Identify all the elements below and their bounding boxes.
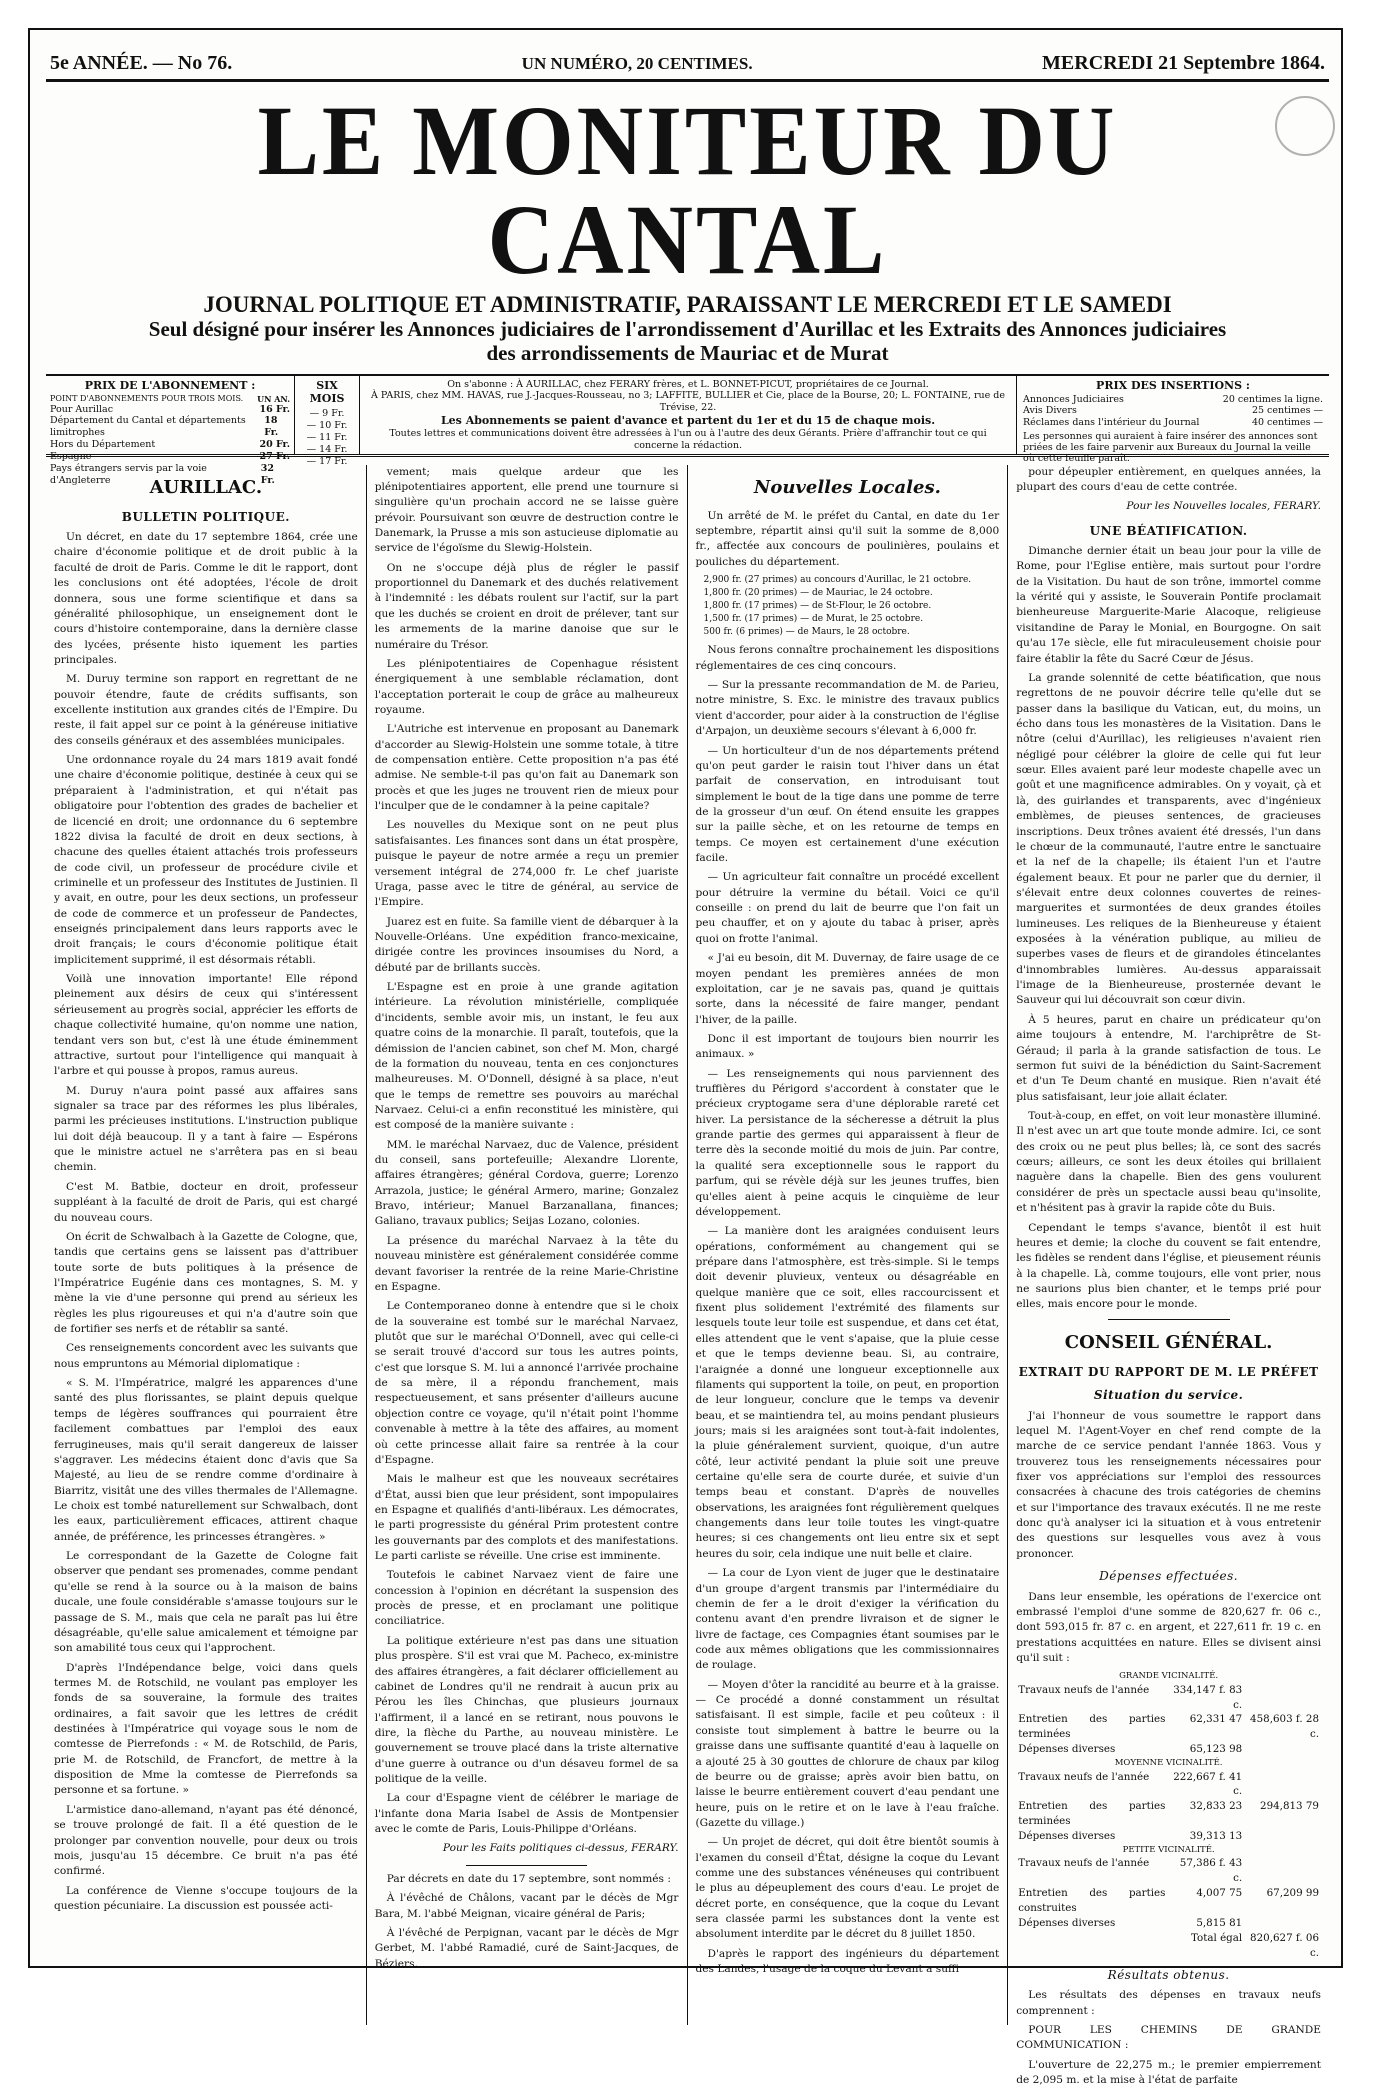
article-columns [46,462,1329,2087]
expense-value: 39,313 13 [1189,1830,1243,1843]
insertion-row [1023,417,1323,429]
subscription-year-price: 27 Fr. [259,451,290,463]
expense-value: 334,147 f. 83 c. [1173,1683,1243,1711]
expense-subtotal [1244,1742,1321,1757]
article-paragraph: — Un horticulteur d'un de nos départements prétend qu'on peut garder le raisin tout l'hiver dans un état parfait de conservation, en introduisant tout simplement le bout de la tige dans une pomme de terre de la grosseur d'un œuf. On étend ensuite les grappes sur la paille sèche, et on les retourne de temps en temps. Ce moyen est certainement d'une exécution facile. [695,744,1000,865]
correspondence-note: Toutes lettres et communications doivent être adressées à l'un ou à l'autre des deux Gérants. Prière d'affranchir tout ce qui concerne la rédaction. [389,427,987,451]
concours-line: 1,800 fr. (17 primes) — de St-Flour, le 26 octobre. [703,601,932,612]
expenses-row [1016,1829,1321,1844]
section-subheading-bulletin: BULLETIN POLITIQUE. [121,509,290,524]
address-aurillac: On s'abonne : À AURILLAC, chez FERARY frères, et L. BONNET-PICUT, propriétaires de ce Journal. [447,378,929,390]
article-paragraph: — La cour de Lyon vient de juger que le destinataire d'un groupe d'argent transmis par l'intermédiaire du chemin de fer a le droit d'exiger la vérification du contenu avant d'en prendre livraison et de signer le livre de factage, ces Compagnies étant soumises par le code aux mêmes obligations que les commissionnaires de roulage. [695,1567,1000,1672]
concours-line: 500 fr. (6 primes) — de Maurs, le 28 octobre. [703,627,910,638]
expense-subtotal: 458,603 f. 28 c. [1250,1713,1319,1741]
insertion-price: 20 centimes la ligne. [1222,393,1323,405]
article-paragraph: M. Duruy n'aura point passé aux affaires sans signaler sa trace par des réformes les plus libérales, parmi les précieuses institutions. L'instruction publique lui doit déjà beaucoup. Il y a tant à faire — Espérons que le ministre actuel ne s'arrêtera pas en si beau chemin. [54,1084,358,1174]
article-paragraph: Donc il est important de toujours bien nourrir les animaux. » [695,1032,1000,1061]
concours-line: 1,500 fr. (17 primes) — de Murat, le 25 octobre. [703,614,924,625]
insertion-row [1023,394,1323,406]
article-paragraph: L'Espagne est en proie à une grande agitation intérieure. La révolution ministérielle, compliquée d'incidents, semble avoir mis, un instant, le feu aux quatre coins de la monarchie. Il paraît, toutefois, que la démission de l'ancien cabinet, son chef M. Mon, chargé de la formation du nouveau, tenta en ces conjonctures malheureuses. M. O'Donnell, désigné à sa place, n'eut que le temps de remettre ses pouvoirs au maréchal Narvaez. Celui-ci a enfin reconstitué les ministère, qui est composé de la manière suivante : [374,981,679,1132]
article-paragraph: À l'évêché de Perpignan, vacant par le décès de Mgr Gerbet, M. l'abbé Ramadié, curé de Saint-Jacques, de Béziers. [374,1926,679,1970]
article-paragraph: Les nouvelles du Mexique sont on ne peut plus satisfaisantes. Les finances sont dans un état prospère, puisque le payeur de notre armée a reçu un premier versement intégral de 274,000 fr. Le chef juariste Uraga, passe avec le titre de général, au service de l'Empire. [374,819,679,909]
article-paragraph: Les résultats des dépenses en travaux neufs comprennent : [1016,1989,1321,2017]
article-paragraph: vement; mais quelque ardeur que les plénipotentiaires apportent, elle prend une tournure si singulière qu'un prochain accord ne se laisse guère prévoir. Poursuivant son œuvre de destruction contre le Danemark, la Prusse a mis son astucieuse diplomatie au service de l'égoïsme du Slewig-Holstein. [374,465,679,555]
article-paragraph: Cependant le temps s'avance, bientôt il est huit heures et demie; la cloche du couvent se fait entendre, les fidèles se rendent dans l'église, et pieusement réunis à la chapelle. Là, comme toujours, elle vont prier, nous ne saurions plus bien chanter, et le temps prié pour elles, mais encore pour le monde. [1016,1221,1321,1311]
subscription-region: Hors du Département [50,439,156,451]
article-paragraph: Une ordonnance royale du 24 mars 1819 avait fondé une chaire d'économie politique, destinée à ceux qui se préparaient à l'administration, et qui n'était pas obligatoire pour l'obtention des grades de bachelier et de licencié en droit; une ordonnance du 6 septembre 1822 divisa la faculté de droit en deux sections, à chacune des quelles étaient attachés trois professeurs de code civil, un professeur de procédure civile et criminelle et un professeur des Institutes de Justinien. Il y avait, en outre, pour les deux sections, un professeur de code de commerce et un professeur de Pandectes, enseignés principalement dans leurs rapports avec le droit français; le cours d'économie politique était implicitement supprimé, il est désormais rétabli. [54,754,358,966]
six-month-title: SIX MOIS [309,378,345,406]
column-2 [367,465,688,2025]
expenses-row [1016,1770,1321,1800]
masthead-title: LE MONITEUR DU CANTAL [257,85,1118,295]
subscription-six-price: — 14 Fr. [306,443,348,455]
insertion-type: Annonces Judiciaires [1023,393,1124,405]
subscription-year-price: 18 Fr. [264,415,279,439]
expense-subtotal: 294,813 79 [1260,1800,1319,1813]
article-paragraph: L'Autriche est intervenue en proposant au Danemark d'accorder au Slewig-Holstein une somme totale, à titre de compensation entière. Cette proposition n'a pas été admise. Ne semble-t-il pas qu'on fait au Danemark son procès et que les juges ne trouvent rien de mieux pour l'inculper que de le condamner à la peine capitale? [374,723,679,813]
article-paragraph: — Moyen d'ôter la rancidité au beurre et à la graisse. — Ce procédé a donné constamment un résultat satisfaisant. Il est simple, facile et peu coûteux : il consiste tout simplement à battre le beurre ou la graisse dans une suffisante quantité d'eau à laquelle on a ajouté 25 à 30 gouttes de chlorure de chaux par kilog de beurre ou de graisse; après avoir bien battu, on laisse le beurre entièrement couvert d'eau pendant une heure, puis on le retire et on le lave à l'eau fraîche. (Gazette du village.) [695,1678,1000,1829]
article-paragraph: Voilà une innovation importante! Elle répond pleinement aux désirs de ceux qui s'intéressent sérieusement au progrès social, apprécier les efforts de chaque collectivité humaine, qu'on nomme une nation, tendant vers son but, c'est là une étude éminemment attractive, surtout pour l'intelligence qui manquait à l'arbre et qui pousse à propos, ramus aureus. [54,973,358,1078]
insertion-row [1023,405,1323,417]
masthead-designation: Seul désigné pour insérer les Annonces judiciaires de l'arrondissement d'Aurillac et les Extraits des Annonces judiciaires [148,317,1227,342]
expenses-row [1016,1916,1321,1931]
expense-subtotal [1244,1683,1321,1713]
expense-label: Travaux neufs de l'année [1018,1683,1150,1696]
concours-line: 2,900 fr. (27 primes) au concours d'Aurillac, le 21 octobre. [703,575,972,586]
article-paragraph: Par décrets en date du 17 septembre, sont nommés : [386,1872,671,1885]
subscription-row [50,439,290,451]
section-heading-aurillac: AURILLAC. [149,476,263,498]
payment-terms: Les Abonnements se paient d'avance et partent du 1er et du 15 de chaque mois. [440,414,936,428]
column-1 [46,462,367,2025]
expense-label: Dépenses diverses [1018,1743,1116,1756]
article-paragraph: Toutefois le cabinet Narvaez vient de faire une concession à l'opinion en décrétant la suspension des procès de presse, et en proclamant une politique conciliatrice. [374,1569,679,1628]
expense-subtotal: 67,209 99 [1266,1887,1319,1900]
expense-subtotal [1244,1856,1321,1886]
expenses-row [1016,1886,1321,1916]
article-paragraph: Ces renseignements concordent avec les suivants que nous empruntons au Mémorial diplomatique : [54,1342,358,1370]
expenses-section-title: PETITE VICINALITÉ. [1122,1845,1215,1856]
article-paragraph: POUR LES CHEMINS DE GRANDE COMMUNICATION : [1016,2024,1321,2052]
expenses-section-title: GRANDE VICINALITÉ. [1119,1671,1219,1682]
heading-depenses: Dépenses effectuées. [1099,1569,1239,1584]
expense-value: 62,331 47 [1189,1713,1243,1726]
subscription-six-price: — 17 Fr. [306,455,348,467]
expense-subtotal [1244,1829,1321,1844]
concours-line: 1,800 fr. (20 primes) — de Mauriac, le 24 octobre. [703,588,933,599]
heading-rapport-prefet: EXTRAIT DU RAPPORT DE M. LE PRÉFET [1018,1364,1319,1379]
column-3 [688,465,1009,2025]
subscription-prices [46,376,295,486]
expense-value: 5,815 81 [1196,1917,1243,1930]
subscription-region: Département du Cantal et départements limitrophes [50,415,246,439]
column-4-signature: Pour les Nouvelles locales, FERARY. [1126,500,1321,513]
article-paragraph: La conférence de Vienne s'occupe toujours de la question pécuniaire. La discussion est poussée acti- [54,1884,358,1912]
insertion-price: 40 centimes — [1251,417,1323,429]
expense-subtotal [1244,1916,1321,1931]
expense-label: Entretien des parties terminées [1018,1800,1166,1828]
article-paragraph: On ne s'occupe déjà plus de régler le passif proportionnel du Danemark et des duchés relativement à l'indemnité : les débats roulent sur l'actif, sur la part que les duchés se croient en droit de prélever, tant sur les armements de la marine danoise que sur le numéraire du Trésor. [374,561,679,651]
subscription-title: PRIX DE L'ABONNEMENT : [84,378,256,392]
expenses-row [1016,1683,1321,1713]
expense-label: Travaux neufs de l'année [1018,1857,1150,1870]
insertion-type: Réclames dans l'intérieur du Journal [1023,417,1200,429]
article-paragraph: Tout-à-coup, en effet, on voit leur monastère illuminé. Il n'est avec un art que toute monde admire. Ici, ce sont des croix ou ne peut plus belles; là, ce sont des sacrés cœurs; ailleurs, ce sont les deux étoiles qui brillaient naguère dans la chapelle. Bien des gens voulurent considérer de près un spectacle aussi beau qu'insolite, et n'hésitent pas à gravir la rapide côte du Buis. [1016,1109,1321,1215]
article-paragraph: Nous ferons connaître prochainement les dispositions réglementaires de ces cinq concours. [695,644,1000,672]
masthead-subtitle: JOURNAL POLITIQUE ET ADMINISTRATIF, PARAISSANT LE MERCREDI ET LE SAMEDI [203,292,1172,317]
article-paragraph: Dans leur ensemble, les opérations de l'exercice ont embrassé l'emploi d'une somme de 820,627 fr. 06 c., dont 593,015 fr. 87 c. en argent, et 227,611 fr. 19 c. en prestations acquittées en nature. Elles se divisent ainsi qu'il suit : [1016,1590,1321,1664]
issue-number: 5e ANNÉE. — No 76. [50,52,233,74]
issue-price: UN NUMÉRO, 20 CENTIMES. [521,54,753,73]
article-paragraph: Juarez est en fuite. Sa famille vient de débarquer à la Nouvelle-Orléans. Une expédition franco-mexicaine, dirigée contre les provinces insoumises du Nord, a débuté par de brillants succès. [374,915,679,974]
insertion-price: 25 centimes — [1251,405,1323,417]
column-2-signature: Pour les Faits politiques ci-dessus, FERARY. [442,1842,679,1855]
six-month-prices [295,376,360,467]
subscription-note: POINT D'ABONNEMENTS POUR TROIS MOIS. [50,393,244,403]
divider [466,1865,588,1866]
subscription-year-head: UN AN. [257,393,290,404]
expense-total: 820,627 f. 06 c. [1250,1932,1319,1959]
insertion-title: PRIX DES INSERTIONS : [1096,378,1250,392]
masthead-designation-2: des arrondissements de Mauriac et de Murat [486,341,889,366]
subscription-row [50,451,290,463]
article-paragraph: D'après le rapport des ingénieurs du département des Landes, l'usage de la coque du Levant a suffi [695,1947,1000,1976]
expenses-row [1016,1799,1321,1829]
article-paragraph: Le correspondant de la Gazette de Cologne fait observer que pendant ses promenades, comme pendant qu'elle se rend à la source ou à la maison de bains ducale, une foule considérable s'amasse toujours sur le passage de S. M., mais que cela ne paraît pas lui être désagréable, qu'elle salue amicalement et témoigne par son amabilité tous ceux qui l'approchent. [54,1550,358,1655]
section-heading-nouvelles: Nouvelles Locales. [753,476,941,498]
article-paragraph: Un arrêté de M. le préfet du Cantal, en date du 1er septembre, répartit ainsi qu'il suit la somme de 8,000 fr., affectée aux concours de poulinières, poulains et pouliches du département. [695,509,1000,568]
article-paragraph: La cour d'Espagne vient de célébrer le mariage de l'infante dona Maria Isabel de Assis de Montpensier avec le comte de Paris, Louis-Philippe d'Orléans. [374,1792,679,1836]
subscription-addresses [360,376,1017,454]
subscription-region: Pays étrangers servis par la voie d'Angleterre [50,462,207,486]
insertion-prices [1017,376,1329,465]
address-paris: À PARIS, chez MM. HAVAS, rue J.-Jacques-Rousseau, no 3; LAFFITE, BULLIER et Cie, place de la Bourse, 20; L. FONTAINE, rue de Trévise, 22. [371,390,1005,414]
insertion-type: Avis Divers [1023,405,1077,417]
article-paragraph: Dimanche dernier était un beau jour pour la ville de Rome, pour l'Eglise entière, mais surtout pour l'ordre de la Visitation. Du haut de son trône, immortel comme la vérité qui y assiste, le Souverain Pontife proclamait bienheureuse Marguerite-Marie Alacoque, religieuse visitandine de Paray le Monial, en Bourgogne. On sait qu'au 17e siècle, elle fut miraculeusement choisie pour faire établir la fête du Sacré Cœur de Jésus. [1016,545,1321,665]
expenses-table [1016,1670,1321,1961]
insertion-note: Les personnes qui auraient à faire insérer des annonces sont priées de les faire parvenir aux Bureaux du Journal la veille où cette feuille paraît. [1023,431,1318,465]
subscription-year-price: 16 Fr. [259,403,290,415]
expense-label: Entretien des parties construites [1018,1887,1166,1915]
expense-label: Entretien des parties terminées [1018,1713,1166,1741]
expense-value: 65,123 98 [1189,1743,1243,1756]
subscription-row [50,415,290,439]
heading-conseil-general: CONSEIL GÉNÉRAL. [1064,1331,1273,1353]
article-paragraph: C'est M. Batbie, docteur en droit, professeur suppléant à la faculté de droit de Paris, qui est chargé du nouveau cours. [54,1180,358,1224]
expense-subtotal [1244,1770,1321,1800]
expense-value: 57,386 f. 43 c. [1179,1857,1243,1885]
expense-value: 32,833 23 [1189,1800,1243,1813]
expenses-section-title: MOYENNE VICINALITÉ. [1114,1758,1223,1769]
heading-resultats: Résultats obtenus. [1107,1967,1230,1982]
heading-beatification: UNE BÉATIFICATION. [1089,523,1248,538]
article-paragraph: « S. M. l'Impératrice, malgré les apparences d'une santé des plus florissantes, se plaint depuis quelque temps de légères souffrances qui pourraient être facilement combattues par l'emploi des eaux ferrugineuses, mais qu'il serait dangereux de laisser s'aggraver. Les médecins étaient donc d'avis que Sa Majesté, au lieu de se rendre comme d'ordinaire à Biarritz, visitât une des villes thermales de l'Allemagne. Le choix est tombé naturellement sur Schwalbach, dont les eaux, particulièrement efficaces, attirent chaque année, de préférence, les princesses étrangères. » [54,1377,358,1543]
subscription-year-price: 20 Fr. [259,439,290,451]
divider [1108,1319,1230,1320]
expenses-row [1016,1856,1321,1886]
article-paragraph: — La manière dont les araignées conduisent leurs opérations, conformément au changement qui se prépare dans l'atmosphère, est très-simple. Si le temps doit devenir pluvieux, venteux ou désagréable en quelque manière que ce soit, elles raccourcissent et fixent plus solidement l'extrémité des filaments sur lesquels toute leur toile est suspendue, et dans cet état, elles attendent que le vent s'apaise, que la pluie cesse et que le temps devienne beau. Si, au contraire, l'araignée a donné une longueur exceptionnelle aux filaments qui supportent la toile, on peut, en proportion de leur longueur, conclure que le temps va devenir beau, et se maintiendra tel, au moins pendant plusieurs jours; mais si les araignées sont tout-à-fait indolentes, la pluie généralement survient, quoique, d'un autre côté, leur activité pendant la pluie soit une preuve certaine qu'elle sera de courte durée, et suivie d'un temps beau et constant. D'après de nouvelles observations, les araignées font régulièrement quelques changements dans leur toile toutes les vingt-quatre heures; si ces changements ont lieu entre six et sept heures du soir, cela indique une nuit belle et claire. [695,1225,1000,1560]
article-paragraph: On écrit de Schwalbach à la Gazette de Cologne, que, tandis que certains gens se laissent pas d'attribuer toute sorte de buts politiques à la présence de l'Impératrice Eugénie dans ces montagnes, S. M. y mène la vie d'une personne qui prend au sérieux les règles les plus rigoureuses et qui n'a d'autre soin que de fortifier ses nerfs et de rétablir sa santé. [54,1230,358,1336]
article-paragraph: Le Contemporaneo donne à entendre que si le choix de la souveraine est tombé sur le maréchal Narvaez, plutôt que sur le maréchal O'Donnell, avec qui celle-ci se serait trouvé d'accord sur tous les autres points, c'est que lorsque S. M. lui a annoncé l'arrivée prochaine de sa mère, il a répondu franchement, mais respectueusement, et sans présenter d'ailleurs aucune objection contre ce voyage, qu'il n'était point l'homme convenable à mettre à la tête des affaires, au moment où cette princesse allait faire sa rentrée à la cour d'Espagne. [374,1300,679,1466]
expenses-row [1016,1712,1321,1742]
article-paragraph: Les plénipotentiaires de Copenhague résistent énergiquement à une semblable réclamation, dont l'acceptation porterait le coup de grâce au malheureux royaume. [374,657,679,716]
article-paragraph: L'ouverture de 22,275 m.; le premier empierrement de 2,095 m. et la mise à l'état de parfaite [1016,2058,1321,2087]
expense-value: 222,667 f. 41 c. [1173,1770,1243,1798]
expense-label [1016,1931,1167,1961]
expenses-row [1016,1742,1321,1757]
subscription-six-price: — 10 Fr. [306,419,348,431]
subscription-region: Pour Aurillac [50,403,114,415]
expense-label: Dépenses diverses [1018,1830,1116,1843]
column-4 [1008,465,1329,2087]
article-paragraph: La politique extérieure n'est pas dans une situation plus prospère. S'il est vrai que M. Pacheco, ex-ministre des affaires étrangères, a fait déclarer officiellement au cabinet de Londres qu'il ne rendrait à aucun prix au Pérou les îles Chinchas, que plusieurs journaux l'affirment, il a lancé en se retirant, nous pouvons le dire, la flèche du Parthe, au nouveau ministère. Le gouvernement se trouve placé dans la triste alternative d'une guerre à outrance ou d'un désaveu formel de sa politique de la veille. [374,1634,679,1786]
expense-total-label: Total égal [1190,1932,1243,1945]
article-paragraph: pour dépeupler entièrement, en quelques années, la plupart des cours d'eau de cette contrée. [1016,465,1321,493]
subscription-year-price: 32 Fr. [260,462,275,486]
article-paragraph: L'armistice dano-allemand, n'ayant pas été dénoncé, se trouve prolongé de fait. Il a été question de le prolonger par convention nouvelle, pour deux ou trois mois, jusqu'au 15 décembre. Ce bruit n'a pas été confirmé. [54,1803,358,1878]
issue-date: MERCREDI 21 Septembre 1864. [1042,52,1325,74]
subscription-region: Espagne [50,451,92,463]
article-paragraph: J'ai l'honneur de vous soumettre le rapport dans lequel M. l'Agent-Voyer en chef rend compte de la marche de ce service pendant l'année 1863. Vous y trouverez tous les renseignements nécessaires pour fixer vos appréciations sur l'emploi des ressources consacrées à chacune des trois catégories de chemins et sur l'importance des travaux exécutés. Il ne me reste donc qu'à analyser ici la situation et à vous entretenir des questions sur lesquelles vous avez à vous prononcer. [1016,1409,1321,1560]
article-paragraph: Mais le malheur est que les nouveaux secrétaires d'État, aussi bien que leur président, sont impopulaires en Espagne et qualifiés d'anti-libéraux. Les démocrates, le parti progressiste du général Prim protestent contre les gouvernants par des complots et des manifestations. Le parti carliste se réveille. Une crise est imminente. [374,1473,679,1563]
article-paragraph: MM. le maréchal Narvaez, duc de Valence, président du conseil, sans portefeuille; Alexandre Llorente, affaires étrangères; général Cordova, guerre; Lorenzo Arrazola, justice; le général Armero, marine; Gonzalez Bravo, intérieur; Manuel Barzanallana, finances; Galiano, travaux publics; Seijas Lozano, colonies. [374,1138,679,1228]
subscription-six-price: — 11 Fr. [306,431,348,443]
heading-situation: Situation du service. [1093,1388,1244,1403]
subscription-six-price: — 9 Fr. [309,408,345,420]
subscription-row [50,404,290,416]
article-paragraph: — Un agriculteur fait connaître un procédé excellent pour détruire la vermine du bétail. Voici ce qu'il conseille : on prend du lait de beurre que l'on fait un peu chauffer, et on y ajoute du tabac à priser, après quoi on frotte l'animal. [695,871,1000,945]
article-paragraph: D'après l'Indépendance belge, voici dans quels termes M. de Rotschild, ne voulant pas employer les fonds de sa souveraine, la formule des traites ordinaires, a fait savoir que les lettres de crédit destinées à l'Impératrice qui voyage sous le nom de comtesse de Pierrefonds : « M. de Rotschild, de Paris, prie M. de Rotschild, de Francfort, de mettre à la disposition de Mme la comtesse de Pierrefonds sa personne et sa fortune. » [54,1661,358,1797]
article-paragraph: — Sur la pressante recommandation de M. de Parieu, notre ministre, S. Exc. le ministre des travaux publics vient d'accorder, pour aider à la construction de l'église d'Arpajon, un deuxième secours s'élevant à 6,000 fr. [695,679,1000,738]
header-topline [46,52,1329,82]
article-paragraph: — Les renseignements qui nous parviennent des truffières du Périgord s'accordent à constater que le précieux cryptogame sera d'une déplorable rareté cet hiver. La persistance de la sécheresse a détruit la plus grande partie des germes qui apparaissent à fleur de terre dès la seconde moitié du mois de juin. Par contre, la qualité sera exceptionnelle sous le rapport du parfum, qui se révèle déjà sur les jeunes truffes, bien qu'elles aient à peine acquis le cinquième de leur développement. [695,1067,1000,1218]
expenses-total-row [1016,1931,1321,1961]
expense-value: 4,007 75 [1196,1887,1243,1900]
article-paragraph: À l'évêché de Châlons, vacant par le décès de Mgr Bara, M. l'abbé Meignan, vicaire général de Paris; [374,1892,679,1920]
expense-label: Travaux neufs de l'année [1018,1770,1150,1783]
article-paragraph: La grande solennité de cette béatification, que nous regrettons de ne pouvoir décrire telle qu'elle dut se passer dans la basilique du Vatican, eut, du moins, un écho dans tous les monastères de la Visitation. Dans le nôtre (celui d'Aurillac), les religieuses n'avaient rien négligé pour célébrer la gloire de celle qui fut leur sœur. Elles avaient paré leur modeste chapelle avec un goût et une magnificence admirables. On y voyait, çà et là, des guirlandes et transparents, avec d'ingénieux emblèmes, de pieuses sentences, de gracieuses inscriptions. Deux trônes avaient été dressés, l'un dans le chœur de la communauté, l'autre entre le sanctuaire et la nef de la chapelle; ils étaient l'un et l'autre également beaux. Et pour ne parler que du dernier, il s'élevait entre deux colonnes couvertes de reines-marguerites et surmontées de deux grandes étoiles lumineuses. Les reliques de la Bienheureuse y étaient exposées à la vénération publique, au milieu de superbes vases de fleurs et de girandoles étincelantes d'innombrables lumières. Au-dessus apparaissait l'image de la Bienheureuse, prosternée devant le Sauveur qui lui découvrait son cœur divin. [1016,671,1321,1007]
article-paragraph: M. Duruy termine son rapport en regrettant de ne pouvoir étendre, faute de crédits suffisants, son excellente institution aux grandes cités de l'Empire. Du reste, il fait appel sur ce point à la généreuse initiative des conseils généraux et des assemblées municipales. [54,673,358,747]
article-paragraph: À 5 heures, parut en chaire un prédicateur qu'on aime toujours à entendre, M. l'archiprêtre de St-Géraud; il parla à la grande satisfaction de tous. Le sermon fut suivi de la bénédiction du Saint-Sacrement et d'un Te Deum chanté en musique. Rien n'avait été plus satisfaisant, leur joie allait éclater. [1016,1013,1321,1103]
article-paragraph: « J'ai eu besoin, dit M. Duvernay, de faire usage de ce moyen pendant les premières années de mon exploitation, car je ne savais pas, quand je quittais sorte, dans la nécessité de faire manger, pendant l'hiver, de la paille. [695,952,1000,1026]
newspaper-page [28,28,1343,2087]
article-paragraph: — Un projet de décret, qui doit être bientôt soumis à l'examen du conseil d'État, désigne la coque du Levant comme une des substances vénéneuses qui contribuent le plus au dépeuplement des cours d'eau. Le projet de décret porte, en conséquence, que la coque du Levant sera classée parmi les substances dont la vente est absolument interdite par le décret du 8 juillet 1850. [695,1836,1000,1941]
expense-label: Dépenses diverses [1018,1917,1116,1930]
article-paragraph: Un décret, en date du 17 septembre 1864, crée une chaire d'économie politique et de droit public à la faculté de droit de Paris. Comme le dit le rapport, dont les conclusions ont été adoptées, l'école de droit donnera, sous une forme scientifique et dans sa généralité philosophique, un enseignement dont le cours d'histoire contemporaine, dans la dernière classe des lycées, présente histo iquement les parties principales. [54,531,358,666]
article-paragraph: La présence du maréchal Narvaez à la tête du nouveau ministère est généralement considérée comme devant favoriser la rentrée de la reine Marie-Christine en Espagne. [374,1234,679,1293]
